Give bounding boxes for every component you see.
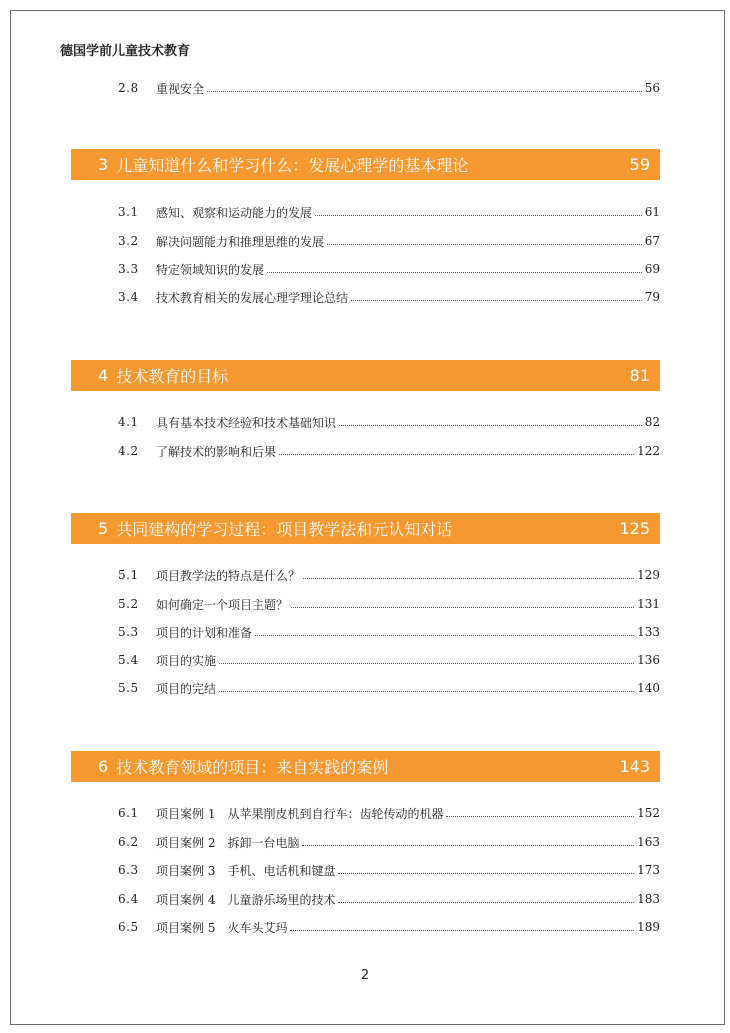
toc-section-number: 3.1	[118, 205, 139, 219]
leader-dots	[291, 606, 634, 608]
toc-page-number: 136	[637, 653, 660, 667]
toc-entry-title: 如何确定一个项目主题？	[156, 597, 289, 612]
leader-dots	[446, 815, 634, 817]
toc-page-number: 61	[644, 205, 660, 219]
toc-section-number: 5.4	[118, 653, 139, 667]
chapter-number: 4	[98, 366, 109, 385]
toc-page-number: 129	[637, 568, 660, 582]
leader-dots	[338, 872, 634, 874]
toc-section-number: 2.8	[118, 81, 139, 95]
chapter-heading[interactable]	[71, 751, 660, 782]
chapter-heading[interactable]	[71, 149, 660, 180]
toc-section-number: 6.5	[118, 920, 139, 934]
leader-dots	[338, 901, 634, 903]
toc-entry[interactable]	[118, 78, 660, 98]
toc-page-number: 82	[644, 415, 660, 429]
toc-section-number: 5.1	[118, 568, 139, 582]
toc-entry-title: 项目的实施	[156, 653, 217, 668]
leader-dots	[327, 243, 642, 245]
toc-section-number: 4.1	[118, 415, 139, 429]
toc-page-number: 79	[644, 290, 660, 304]
toc-entry[interactable]	[118, 259, 660, 279]
chapter-page: 125	[619, 519, 650, 538]
chapter-page: 81	[629, 366, 650, 385]
toc-entry[interactable]	[118, 202, 660, 222]
leader-dots	[219, 690, 634, 692]
toc-entry-title: 了解技术的影响和后果	[156, 444, 277, 459]
toc-entry-title: 感知、观察和运动能力的发展	[156, 205, 313, 220]
chapter-title: 共同建构的学习过程：项目教学法和元认知对话	[116, 520, 453, 539]
toc-entry[interactable]	[118, 889, 660, 909]
toc-entry-title: 特定领域知识的发展	[156, 262, 265, 277]
toc-entry-title: 项目的计划和准备	[156, 625, 253, 640]
toc-page-number: 131	[637, 597, 660, 611]
toc-entry-title: 项目案例 5 火车头艾玛	[156, 920, 288, 935]
chapter-number: 3	[98, 155, 109, 174]
toc-entry[interactable]	[118, 917, 660, 937]
toc-entry[interactable]	[118, 832, 660, 852]
toc-section-number: 6.4	[118, 892, 139, 906]
toc-page-number: 133	[637, 625, 660, 639]
toc-page-number: 152	[637, 806, 660, 820]
toc-entry-title: 解决问题能力和推理思维的发展	[156, 234, 325, 249]
chapter-number: 5	[98, 519, 109, 538]
toc-page-number: 140	[637, 681, 660, 695]
leader-dots	[303, 577, 634, 579]
toc-entry-title: 项目案例 3 手机、电话机和键盘	[156, 863, 336, 878]
toc-section-number: 6.2	[118, 835, 139, 849]
toc-section-number: 5.3	[118, 625, 139, 639]
toc-entry-title: 项目的完结	[156, 681, 217, 696]
running-header: 德国学前儿童技术教育	[60, 44, 191, 59]
leader-dots	[255, 634, 634, 636]
chapter-title: 儿童知道什么和学习什么：发展心理学的基本理论	[116, 156, 469, 175]
leader-dots	[279, 453, 634, 455]
toc-section-number: 3.3	[118, 262, 139, 276]
toc-entry-title: 具有基本技术经验和技术基础知识	[156, 415, 337, 430]
toc-entry-title: 项目案例 2 拆卸一台电脑	[156, 835, 300, 850]
toc-page-number: 173	[637, 863, 660, 877]
toc-page-number: 163	[637, 835, 660, 849]
toc-section-number: 5.2	[118, 597, 139, 611]
toc-entry[interactable]	[118, 565, 660, 585]
toc-entry-title: 项目案例 4 儿童游乐场里的技术	[156, 892, 336, 907]
toc-page-number: 56	[644, 81, 660, 95]
toc-entry-title: 项目案例 1 从苹果削皮机到自行车：齿轮传动的机器	[156, 806, 444, 821]
toc-section-number: 6.1	[118, 806, 139, 820]
toc-entry[interactable]	[118, 287, 660, 307]
toc-entry-title: 项目教学法的特点是什么？	[156, 568, 301, 583]
toc-section-number: 4.2	[118, 444, 139, 458]
leader-dots	[315, 214, 642, 216]
leader-dots	[339, 424, 642, 426]
toc-entry-title: 重视安全	[156, 81, 205, 96]
toc-section-number: 6.3	[118, 863, 139, 877]
chapter-page: 59	[629, 155, 650, 174]
toc-page-number: 67	[644, 234, 660, 248]
toc-entry[interactable]	[118, 231, 660, 251]
chapter-number: 6	[98, 757, 109, 776]
chapter-page: 143	[619, 757, 650, 776]
leader-dots	[219, 662, 634, 664]
leader-dots	[290, 929, 634, 931]
chapter-heading[interactable]	[71, 360, 660, 391]
toc-page-number: 69	[644, 262, 660, 276]
toc-entry[interactable]	[118, 441, 660, 461]
leader-dots	[351, 299, 642, 301]
toc-section-number: 5.5	[118, 681, 139, 695]
chapter-title: 技术教育领域的项目：来自实践的案例	[116, 758, 389, 777]
toc-entry[interactable]	[118, 860, 660, 880]
toc-entry-title: 技术教育相关的发展心理学理论总结	[156, 290, 349, 305]
leader-dots	[207, 90, 642, 92]
toc-page-number: 183	[637, 892, 660, 906]
page-number: 2	[360, 968, 370, 983]
toc-page-number: 122	[637, 444, 660, 458]
chapter-title: 技术教育的目标	[116, 367, 229, 386]
toc-entry[interactable]	[118, 622, 660, 642]
leader-dots	[267, 271, 642, 273]
toc-section-number: 3.2	[118, 234, 139, 248]
toc-page-number: 189	[637, 920, 660, 934]
chapter-heading[interactable]	[71, 513, 660, 544]
toc-section-number: 3.4	[118, 290, 139, 304]
toc-entry[interactable]	[118, 412, 660, 432]
toc-entry[interactable]	[118, 803, 660, 823]
toc-entry[interactable]	[118, 594, 660, 614]
toc-entry[interactable]	[118, 678, 660, 698]
toc-entry[interactable]	[118, 650, 660, 670]
leader-dots	[302, 844, 634, 846]
